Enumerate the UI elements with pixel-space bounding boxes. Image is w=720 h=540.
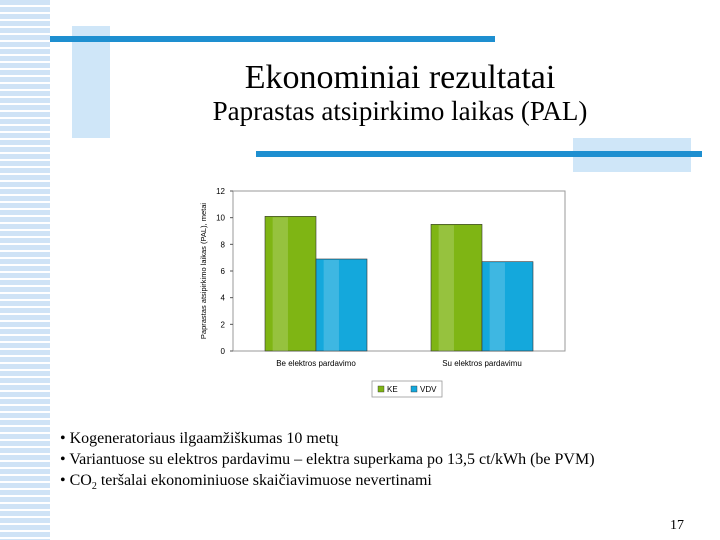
bar-highlight bbox=[273, 217, 288, 351]
bullet-text-pre: CO bbox=[69, 472, 92, 489]
y-axis-label: Paprastas atsipirkimo laikas (PAL), metai bbox=[199, 202, 208, 340]
bullet-text-sub: 2 bbox=[91, 481, 97, 493]
slide-subtitle: Paprastas atsipirkimo laikas (PAL) bbox=[212, 96, 588, 126]
page-number: 17 bbox=[670, 518, 684, 533]
legend-label: KE bbox=[387, 385, 398, 394]
bar-highlight bbox=[439, 225, 454, 351]
bullet-text: Kogeneratoriaus ilgaamžiškumas 10 metų bbox=[69, 430, 339, 447]
bar-highlight bbox=[324, 260, 339, 351]
x-tick-label: Be elektros pardavimo bbox=[276, 359, 356, 368]
x-tick-label: Su elektros pardavimu bbox=[442, 359, 522, 368]
y-tick-label: 0 bbox=[220, 347, 225, 356]
y-tick-label: 8 bbox=[220, 240, 225, 250]
legend-swatch bbox=[378, 386, 384, 392]
chart-svg bbox=[190, 183, 570, 405]
y-tick-label: 4 bbox=[220, 293, 225, 303]
bar-chart bbox=[190, 183, 570, 405]
bullet-text-post: teršalai ekonominiuose skaičiavimuose nevertinami bbox=[96, 472, 432, 489]
slide-title: Ekonominiai rezultatai bbox=[244, 59, 556, 96]
bullet-item bbox=[60, 449, 700, 470]
y-tick-label: 2 bbox=[220, 320, 225, 330]
bullet-text: Variantuose su elektros pardavimu – elektra superkama po 13,5 ct/kWh (be PVM) bbox=[69, 451, 595, 468]
legend-label: VDV bbox=[420, 385, 437, 394]
y-tick-label: 6 bbox=[220, 267, 225, 276]
bar-ke bbox=[265, 216, 316, 351]
y-tick-label: 10 bbox=[216, 213, 225, 223]
bullet-item bbox=[60, 428, 700, 449]
legend-swatch bbox=[411, 386, 417, 392]
bullet-list bbox=[60, 428, 700, 497]
bullet-marker: • bbox=[60, 472, 66, 489]
bar-highlight bbox=[490, 263, 505, 351]
decor-line-bottom bbox=[256, 151, 702, 157]
y-tick-label: 12 bbox=[216, 187, 225, 196]
bullet-marker: • bbox=[60, 451, 66, 468]
bullet-marker: • bbox=[60, 430, 66, 447]
bullet-item bbox=[60, 470, 700, 497]
decor-line-top bbox=[50, 36, 495, 42]
